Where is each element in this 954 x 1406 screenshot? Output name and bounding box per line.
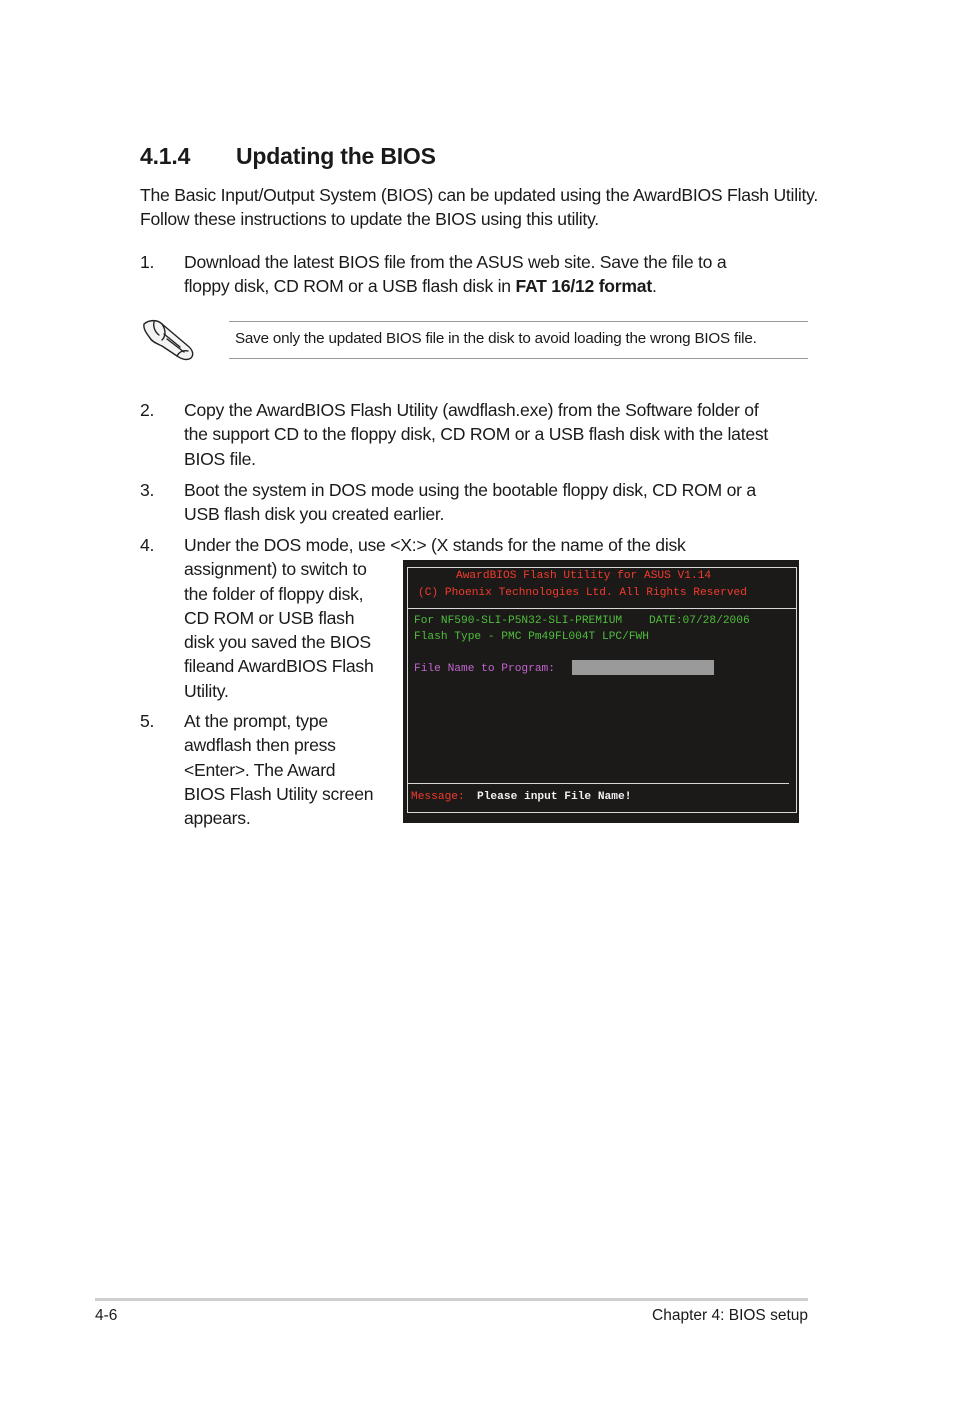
step-line: USB flash disk you created earlier. <box>184 504 445 525</box>
section-heading <box>140 143 436 170</box>
step-line: CD ROM or USB flash <box>184 607 355 628</box>
step-number: 2. <box>140 400 155 420</box>
step-line: awdflash then press <box>184 735 336 756</box>
step-line: BIOS file. <box>184 448 256 469</box>
note-rule-top <box>229 321 808 322</box>
step-body <box>184 250 824 299</box>
step-line: Under the DOS mode, use <X:> (X stands for the name of the disk <box>184 535 686 555</box>
step-line: fileand AwardBIOS Flash <box>184 656 374 677</box>
step-line: BIOS Flash Utility screen <box>184 783 374 804</box>
step-line: Download the latest BIOS file from the ASUS web site. Save the file to a <box>184 252 727 272</box>
file-name-input[interactable] <box>572 660 714 675</box>
footer-rule <box>95 1298 808 1301</box>
note-text: Save only the updated BIOS file in the disk to avoid loading the wrong BIOS file. <box>235 330 757 347</box>
step-5 <box>140 709 400 834</box>
step-text: floppy disk, CD ROM or a USB flash disk in <box>184 276 516 297</box>
step-number: 3. <box>140 480 155 500</box>
page-number: 4-6 <box>95 1307 118 1324</box>
step-line <box>184 274 824 298</box>
message-label: Message: <box>411 791 465 803</box>
step-text: . <box>651 276 657 297</box>
chapter-label: Chapter 4: BIOS setup <box>652 1307 808 1324</box>
step-number: 4. <box>140 535 155 555</box>
bios-title: AwardBIOS Flash Utility for ASUS V1.14 <box>456 570 712 582</box>
step-body <box>184 478 824 527</box>
step-number: 5. <box>140 711 155 731</box>
hand-note-icon <box>140 316 198 362</box>
step-body <box>184 709 404 830</box>
note-rule-bottom <box>229 358 808 359</box>
bios-flash-type: Flash Type - PMC Pm49FL004T LPC/FWH <box>414 631 649 643</box>
message-text: Please input File Name! <box>477 791 632 803</box>
bios-flash-screen <box>403 560 799 823</box>
step-line: assignment) to switch to <box>184 559 367 580</box>
bios-frame <box>407 567 797 813</box>
step-line: disk you saved the BIOS <box>184 632 371 653</box>
step-line: Copy the AwardBIOS Flash Utility (awdflash.exe) from the Software folder of <box>184 400 759 420</box>
section-number: 4.1.4 <box>140 143 191 169</box>
format-emphasis: FAT 16/12 format <box>515 276 652 297</box>
section-title: Updating the BIOS <box>236 143 436 169</box>
bios-board-info: For NF590-SLI-P5N32-SLI-PREMIUM DATE:07/28/2006 <box>414 615 750 627</box>
step-line: Boot the system in DOS mode using the bootable floppy disk, CD ROM or a <box>184 480 756 500</box>
step-number: 1. <box>140 252 155 272</box>
step-line: Utility. <box>184 680 229 701</box>
step-1 <box>140 250 820 300</box>
step-line: At the prompt, type <box>184 711 328 731</box>
step-line: the folder of floppy disk, <box>184 583 364 604</box>
bios-copyright: (C) Phoenix Technologies Ltd. All Rights Reserved <box>418 587 747 599</box>
bios-divider-top <box>408 608 796 609</box>
bios-divider-bottom <box>408 783 789 784</box>
step-line: <Enter>. The Award <box>184 759 336 780</box>
step-3 <box>140 478 820 528</box>
step-line: appears. <box>184 808 251 829</box>
intro-paragraph: The Basic Input/Output System (BIOS) can be updated using the AwardBIOS Flash Utility. Follow these instructions to update the BIOS using this utility. <box>140 185 819 230</box>
step-2 <box>140 398 820 473</box>
file-name-prompt-label: File Name to Program: <box>414 663 555 675</box>
step-body <box>184 398 824 471</box>
step-line: the support CD to the floppy disk, CD ROM or a USB flash disk with the latest <box>184 424 769 445</box>
